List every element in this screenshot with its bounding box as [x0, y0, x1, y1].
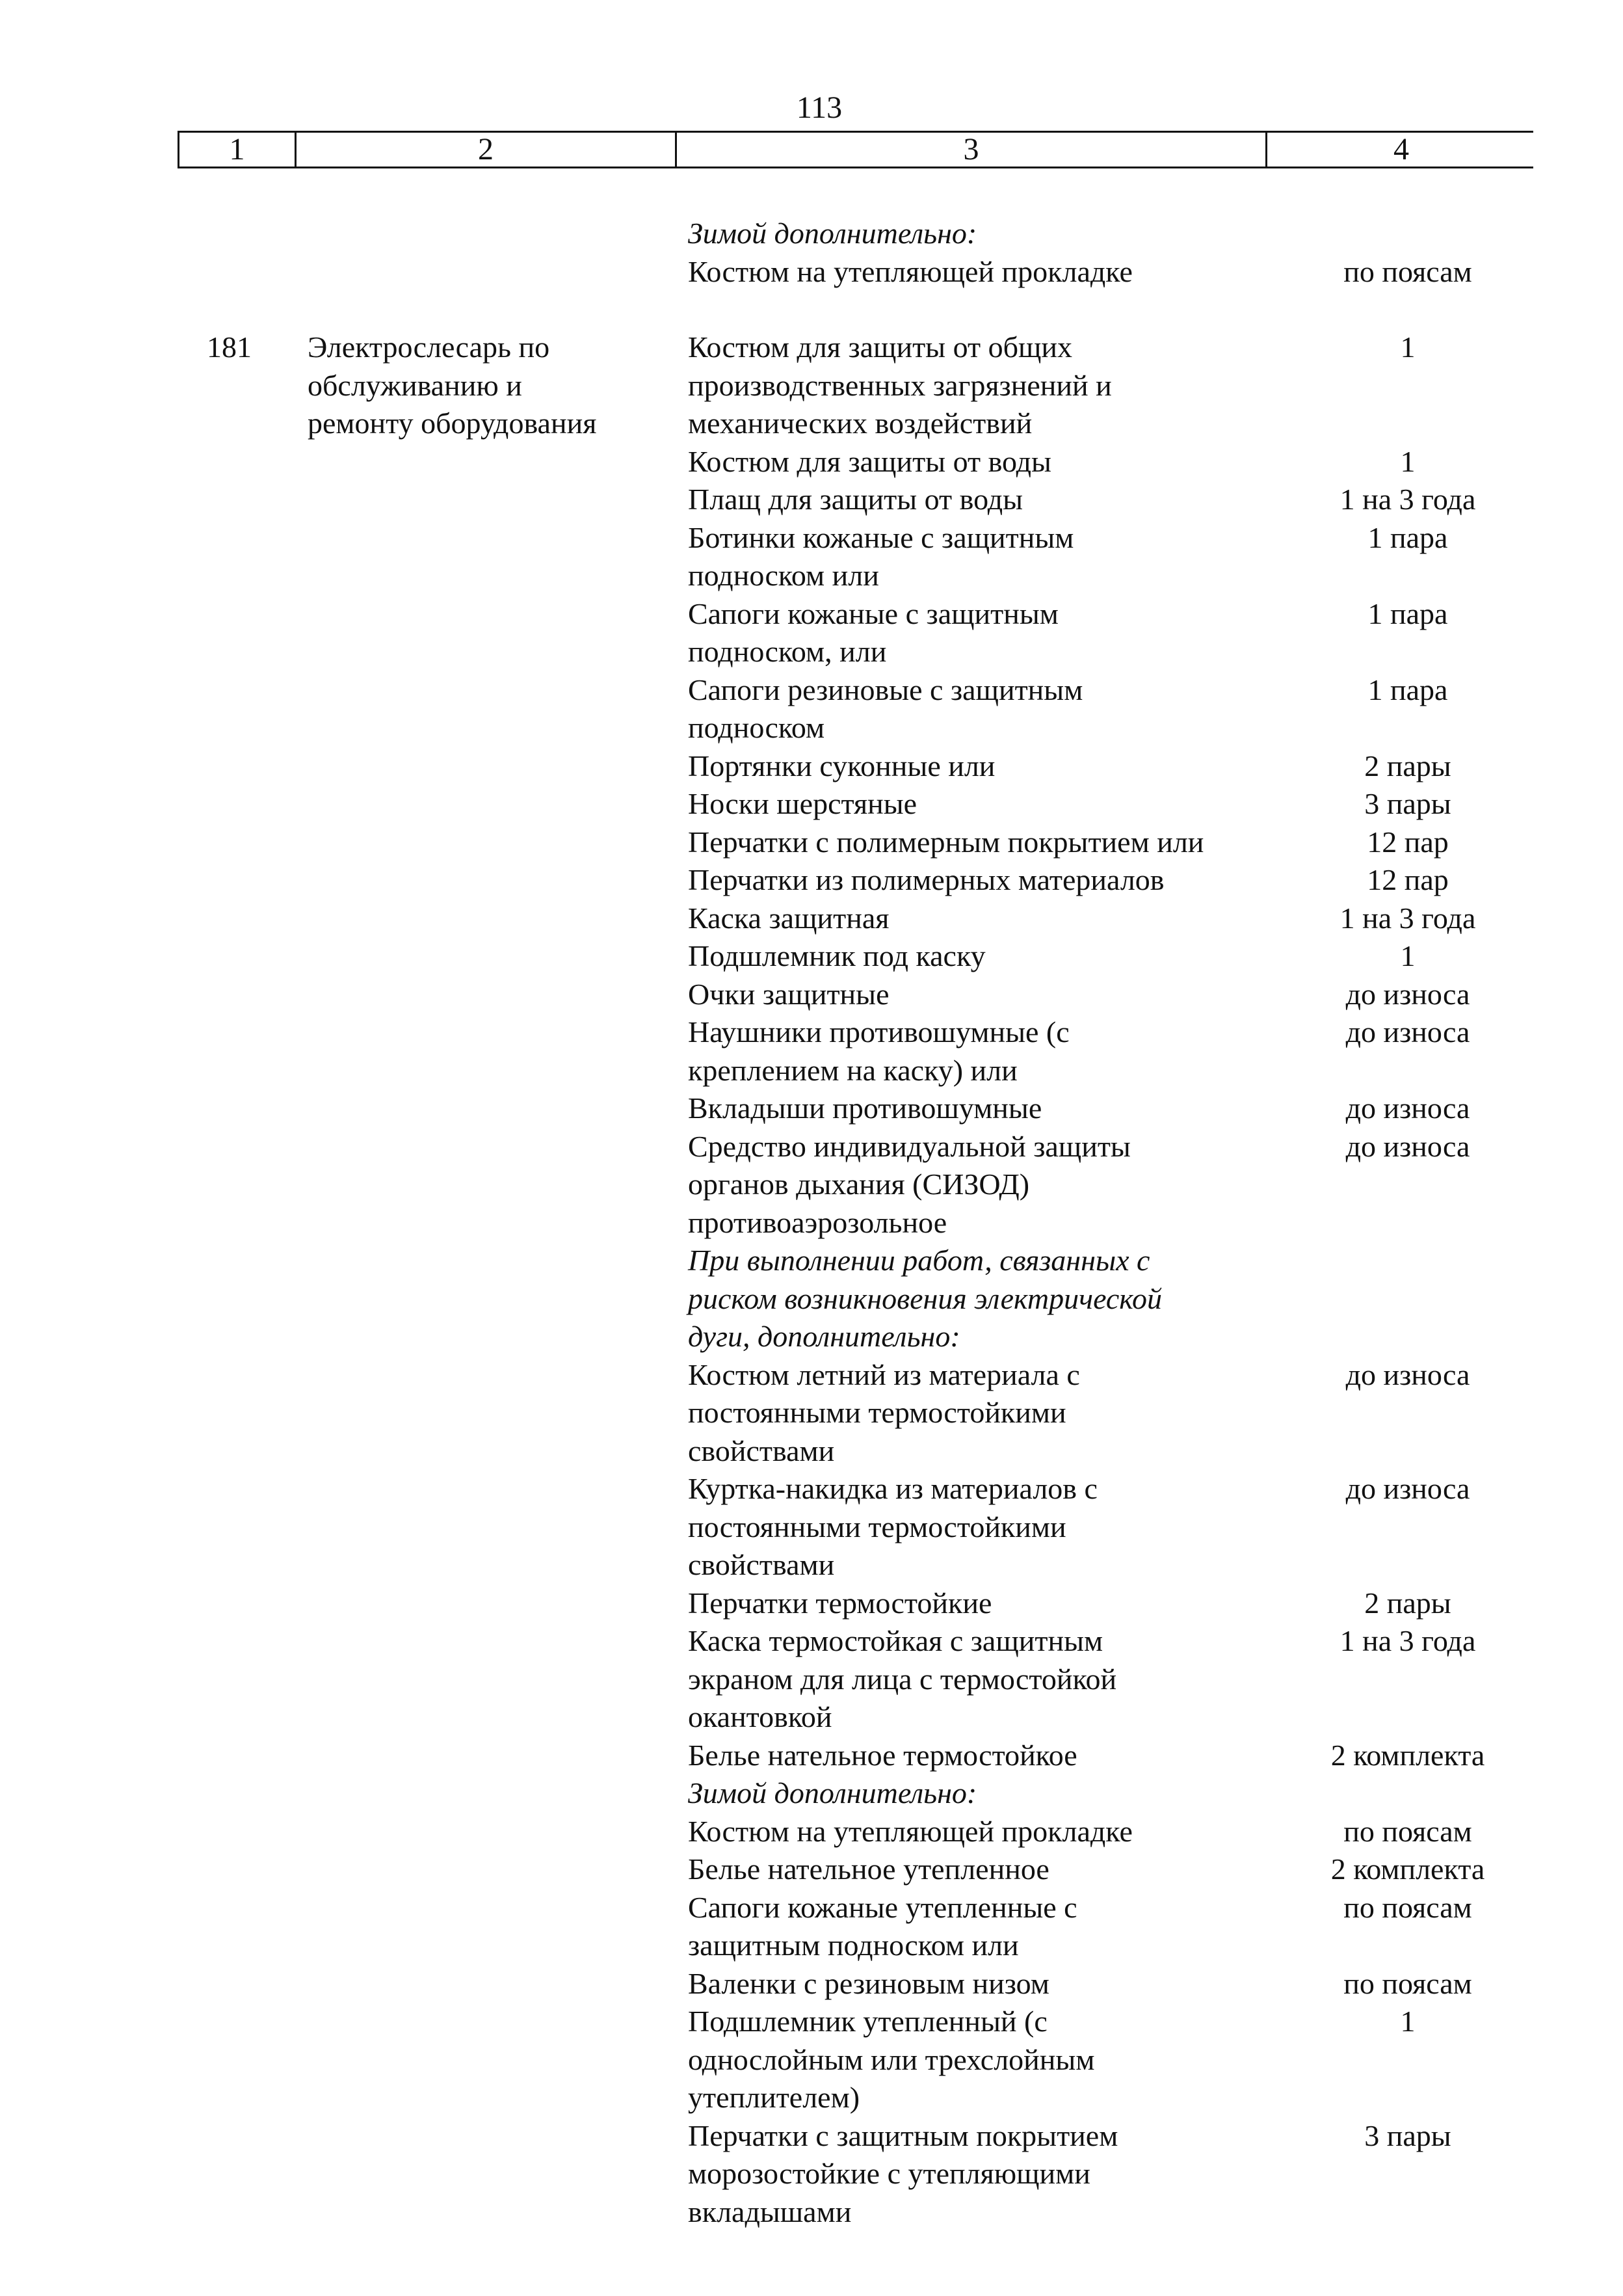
item-name-line: вкладышами	[688, 2195, 852, 2228]
item-name-line: Куртка-накидка из материалов с	[688, 1472, 1098, 1505]
item-norm: 1	[1400, 939, 1416, 972]
item-norm: 1 пара	[1367, 596, 1448, 630]
item-norm: 1 на 3 года	[1339, 1624, 1476, 1657]
item-name-line: Валенки с резиновым низом	[688, 1966, 1049, 2000]
item-name-line: механических воздействий	[688, 407, 1033, 440]
item-norm: 3 пары	[1364, 2118, 1451, 2152]
subheading-line: риском возникновения электрической	[688, 1281, 1163, 1315]
header-col-4: 4	[1393, 132, 1409, 167]
item-name	[688, 1889, 1273, 1965]
item-name-line: постоянными термостойкими	[688, 1510, 1066, 1543]
item-name-line: креплением на каску) или	[688, 1053, 1018, 1087]
item-norm: 1 пара	[1367, 520, 1448, 554]
item-name-line: Костюм на утепляющей прокладке	[688, 1814, 1133, 1848]
item-norm: 12 пар	[1367, 825, 1449, 859]
item-name	[688, 1584, 1273, 1623]
item-name-line: Перчатки с полимерным покрытием или	[688, 825, 1204, 859]
item-name	[688, 2003, 1273, 2117]
item-name	[688, 976, 1273, 1014]
item-norm: до износа	[1345, 1091, 1470, 1125]
subheading-line: Зимой дополнительно:	[688, 217, 977, 250]
page-number: 113	[796, 90, 843, 125]
item-name-line: Перчатки термостойкие	[688, 1586, 992, 1620]
item-name-line: Сапоги резиновые с защитным	[688, 673, 1083, 706]
item-name-line: Белье нательное термостойкое	[688, 1738, 1077, 1772]
item-name	[688, 747, 1273, 786]
item-norm: 2 пары	[1364, 749, 1451, 782]
item-norm: 2 комплекта	[1330, 1738, 1485, 1772]
item-name	[688, 900, 1273, 938]
item-name-line: органов дыхания (СИЗОД)	[688, 1168, 1030, 1201]
item-name	[688, 1470, 1273, 1584]
item-name-line: Перчатки с защитным покрытием	[688, 2118, 1118, 2152]
item-name-line: морозостойкие с утепляющими	[688, 2157, 1090, 2190]
item-name	[688, 1737, 1273, 1775]
subheading-line: При выполнении работ, связанных с	[688, 1244, 1150, 1277]
item-name-line: Подшлемник под каску	[688, 939, 986, 972]
item-name-line: Плащ для защиты от воды	[688, 483, 1023, 516]
item-name	[688, 253, 1273, 291]
item-name-line: производственных загрязнений и	[688, 368, 1112, 402]
header-col-1: 1	[179, 133, 297, 167]
item-name-line: утеплителем)	[688, 2081, 860, 2114]
item-name	[688, 328, 1273, 443]
section-subheading	[688, 1774, 1273, 1813]
item-name-line: Очки защитные	[688, 977, 890, 1011]
item-norm: до износа	[1345, 1472, 1470, 1505]
item-norm: 1 пара	[1367, 673, 1448, 706]
item-name	[688, 1850, 1273, 1889]
item-name-line: свойствами	[688, 1548, 835, 1581]
item-name	[688, 1089, 1273, 1128]
item-norm: 12 пар	[1367, 863, 1449, 896]
item-name-line: подноском или	[688, 559, 879, 592]
item-name	[688, 519, 1273, 595]
item-name	[688, 2117, 1273, 2232]
item-name-line: экраном для лица с термостойкой	[688, 1662, 1117, 1696]
item-norm: 2 комплекта	[1330, 1852, 1485, 1886]
item-name	[688, 1965, 1273, 2003]
item-name	[688, 861, 1273, 900]
item-name-line: Носки шерстяные	[688, 787, 917, 820]
item-name-line: постоянными термостойкими	[688, 1396, 1066, 1429]
item-norm: 2 пары	[1364, 1586, 1451, 1620]
item-name-line: Средство индивидуальной защиты	[688, 1129, 1131, 1163]
table-header	[178, 131, 1533, 168]
item-name-line: Портянки суконные или	[688, 749, 996, 782]
header-col-2: 2	[297, 133, 677, 167]
item-name-line: окантовкой	[688, 1700, 832, 1733]
item-norm: 1 на 3 года	[1339, 901, 1476, 935]
item-norm: по поясам	[1343, 254, 1472, 288]
item-name-line: защитным подноском или	[688, 1929, 1019, 1962]
section-subheading	[688, 215, 1273, 253]
item-name-line: Наушники противошумные (с	[688, 1015, 1070, 1048]
item-name	[688, 823, 1273, 862]
item-norm: по поясам	[1343, 1966, 1472, 2000]
item-norm: до износа	[1345, 1357, 1470, 1391]
item-name	[688, 1013, 1273, 1089]
item-name-line: Белье нательное утепленное	[688, 1852, 1049, 1886]
item-name	[688, 1356, 1273, 1471]
item-name-line: Сапоги кожаные с защитным	[688, 596, 1059, 630]
item-name	[688, 671, 1273, 747]
item-name	[688, 1813, 1273, 1851]
item-name-line: Костюм на утепляющей прокладке	[688, 254, 1133, 288]
item-name	[688, 481, 1273, 519]
item-name-line: противоаэрозольное	[688, 1205, 947, 1239]
item-name-line: Сапоги кожаные утепленные с	[688, 1890, 1077, 1924]
item-name-line: Перчатки из полимерных материалов	[688, 863, 1165, 896]
item-norm: 1 на 3 года	[1339, 483, 1476, 516]
item-norm: до износа	[1345, 977, 1470, 1011]
item-name-line: подноском	[688, 711, 825, 744]
profession-line: обслуживанию и	[308, 368, 522, 402]
item-name	[688, 937, 1273, 976]
item-name-line: Костюм для защиты от общих	[688, 330, 1073, 364]
item-name-line: Костюм летний из материала с	[688, 1357, 1080, 1391]
profession-line: ремонту оборудования	[308, 407, 597, 440]
item-norm: до износа	[1345, 1015, 1470, 1048]
section-subheading	[688, 1242, 1273, 1356]
item-norm: по поясам	[1343, 1890, 1472, 1924]
item-norm: 1	[1400, 444, 1416, 478]
subheading-line: Зимой дополнительно:	[688, 1776, 977, 1809]
item-name	[688, 1128, 1273, 1242]
item-norm: по поясам	[1343, 1814, 1472, 1848]
item-norm: 3 пары	[1364, 787, 1451, 820]
header-col-3: 3	[677, 133, 1267, 167]
profession-line: Электрослесарь по	[308, 330, 550, 364]
item-name-line: однослойным или трехслойным	[688, 2042, 1095, 2076]
entry-number: 181	[207, 330, 252, 364]
item-name-line: Подшлемник утепленный (с	[688, 2005, 1048, 2038]
item-name	[688, 443, 1273, 481]
item-name-line: свойствами	[688, 1434, 835, 1467]
item-name	[688, 1622, 1273, 1737]
item-name	[688, 785, 1273, 823]
item-norm: до износа	[1345, 1129, 1470, 1163]
item-name-line: Ботинки кожаные с защитным	[688, 520, 1074, 554]
entry-profession	[308, 328, 672, 443]
subheading-line: дуги, дополнительно:	[688, 1320, 960, 1353]
item-name-line: Каска термостойкая с защитным	[688, 1624, 1103, 1657]
item-name-line: Каска защитная	[688, 901, 890, 935]
item-norm: 1	[1400, 330, 1416, 364]
item-name-line: подноском, или	[688, 635, 887, 668]
item-norm: 1	[1400, 2005, 1416, 2038]
item-name-line: Вкладыши противошумные	[688, 1091, 1042, 1125]
item-name-line: Костюм для защиты от воды	[688, 444, 1051, 478]
item-name	[688, 595, 1273, 671]
